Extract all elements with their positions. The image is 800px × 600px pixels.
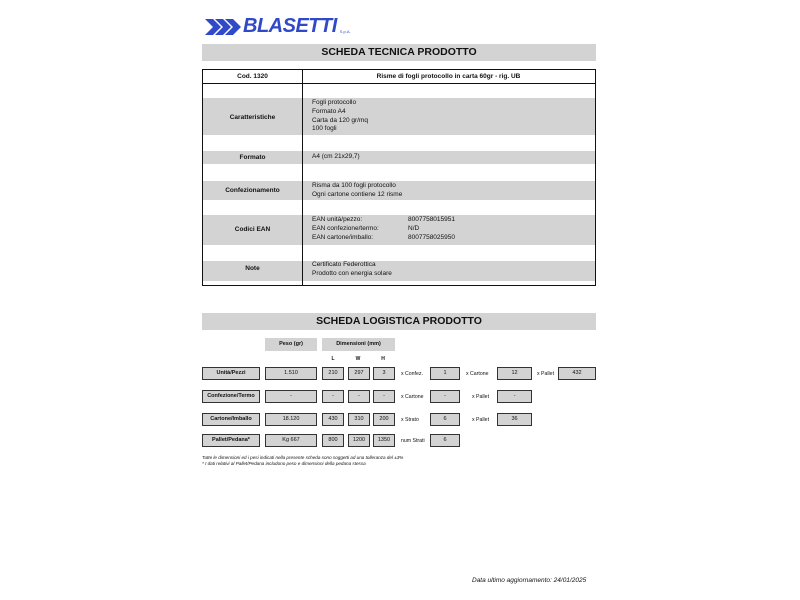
row-value-confezionamento: Risma da 100 fogli protocollo Ogni cartone contiene 12 risme (312, 182, 403, 198)
tolerance-note: Tutte le dimensioni ed i pesi indicati nella presente scheda sono soggetti ad una tolleranza del ±3% (202, 455, 404, 460)
qty-value: 12 (497, 367, 532, 380)
product-description: Risme di fogli protocollo in carta 60gr - rig. UB (376, 73, 521, 80)
qty-label: x Pallet (472, 394, 490, 400)
w-value: - (348, 390, 370, 403)
row-label-caratteristiche: Caratteristiche (229, 114, 276, 121)
last-update-date: Data ultimo aggiornamento: 24/01/2025 (472, 577, 587, 584)
l-value: - (322, 390, 344, 403)
l-value: 210 (322, 367, 344, 380)
qty-value: 6 (430, 434, 460, 447)
logistics-row-label: Cartone/Imballo (202, 413, 260, 426)
qty-label: x Cartone (401, 394, 424, 400)
row-value-note: Certificato Federottica Prodotto con energia solare (312, 261, 392, 277)
logistics-title: SCHEDA LOGISTICA PRODOTTO (202, 313, 596, 330)
row-value-formato: A4 (cm 21x29,7) (312, 153, 360, 160)
l-value: 800 (322, 434, 344, 447)
weight-value: - (265, 390, 317, 403)
qty-label: x Cartone (466, 371, 489, 377)
w-value: 310 (348, 413, 370, 426)
l-header: L (331, 356, 335, 362)
qty-value: 6 (430, 413, 460, 426)
brand-logo (205, 14, 351, 36)
row-value-caratteristiche: Fogli protocollo Formato A4 Carta da 120 gr/mq 100 fogli (312, 99, 369, 133)
logistics-row-label: Unità/Pezzi (202, 367, 260, 380)
brand-name: BLASETTI (243, 15, 337, 37)
dimensions-header: Dimensioni (mm) (322, 338, 395, 351)
tech-sheet-table (202, 69, 596, 286)
qty-value: - (430, 390, 460, 403)
qty-value: 36 (497, 413, 532, 426)
qty-value: 432 (558, 367, 596, 380)
qty-label: x Strato (401, 417, 419, 423)
logistics-row-label: Confezione/Termo (202, 390, 260, 403)
weight-value: 18.120 (265, 413, 317, 426)
h-value: - (373, 390, 395, 403)
l-value: 430 (322, 413, 344, 426)
qty-label: x Confez. (401, 371, 423, 377)
qty-value: - (497, 390, 532, 403)
qty-label: x Pallet (472, 417, 490, 423)
h-value: 3 (373, 367, 395, 380)
h-header: H (381, 356, 385, 362)
product-code: Cod. 1320 (237, 73, 268, 80)
pallet-note: * I dati relativi al Pallet/Pedana includono peso e dimensioni della pedana stessa (202, 461, 366, 466)
row-label-note: Note (245, 265, 260, 272)
weight-value: Kg 667 (265, 434, 317, 447)
brand-suffix: S.p.A. (339, 29, 351, 34)
row-label-codici-ean: Codici EAN (234, 226, 271, 233)
row-label-formato: Formato (239, 154, 266, 161)
weight-header: Peso (gr) (265, 338, 317, 351)
logistics-row-label: Pallet/Pedana* (202, 434, 260, 447)
weight-value: 1.510 (265, 367, 317, 380)
qty-label: x Pallet (537, 371, 555, 377)
w-value: 297 (348, 367, 370, 380)
h-value: 200 (373, 413, 395, 426)
tech-sheet-title: SCHEDA TECNICA PRODOTTO (202, 44, 596, 61)
h-value: 1350 (373, 434, 395, 447)
w-value: 1200 (348, 434, 370, 447)
row-value-codici-ean: EAN unità/pezzo: 8007758015951 EAN confezione/termo: N/D EAN cartone/imballo: 8007758025950 (312, 216, 455, 241)
chevrons-icon (205, 18, 241, 36)
w-header: W (355, 356, 361, 362)
qty-label: num Strati (401, 438, 425, 444)
row-label-confezionamento: Confezionamento (225, 187, 280, 194)
qty-value: 1 (430, 367, 460, 380)
